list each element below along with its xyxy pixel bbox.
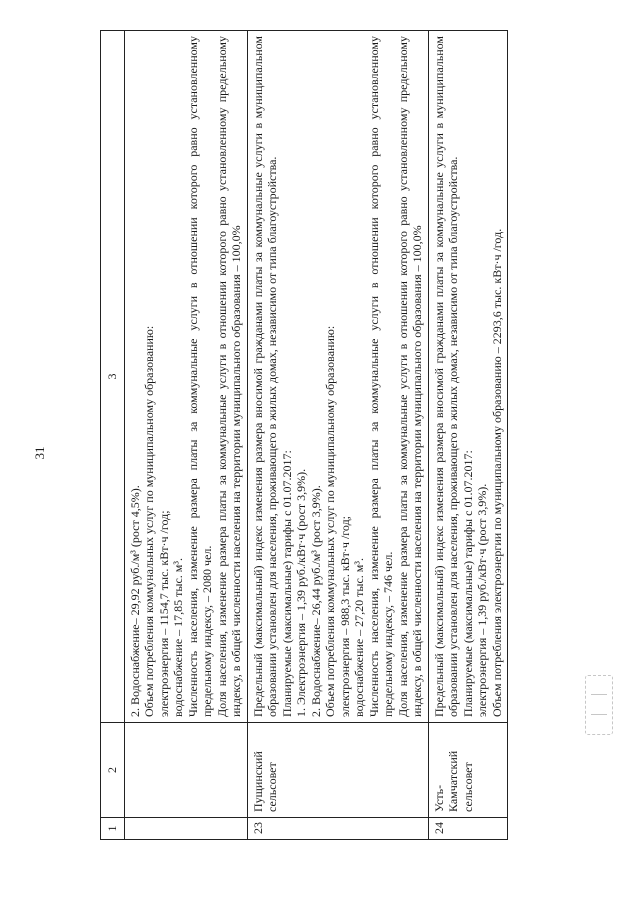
description-cell [124,31,247,723]
description-line: Предельный (максимальный) индекс изменения размера вносимой гражданами платы за коммунальные услуги в муниципальном образовании установлен для населения, проживающего в жилых домах, независимо от типа благоустройства. [250,36,279,717]
page-number: 31 [32,446,47,460]
description-line: Доля населения, изменение размера платы за коммунальные услуги в отношении которого равно установленному предельному индексу, в общей численности населения на территории муниципального образования – 100,0% [395,36,424,717]
description-line: Планируемые (максимальные) тарифы с 01.07.2017: [279,450,294,717]
description-line: Доля населения, изменение размера платы за коммунальные услуги в отношении которого равно установленному предельному индексу, в общей численности населения на территории муниципального образования – 100,0% [214,36,243,717]
description-line: 2. Водоснабжение– 29,92 руб./м³ (рост 4,5%). [127,485,142,717]
header-cell: 3 [101,31,125,723]
description-line: электроэнергия – 1,39 руб./кВт·ч (рост 3,9%). [475,483,489,717]
description-line: Объем потребления электроэнергии по муниципальному образованию – 2293,6 тыс. кВт·ч /год. [489,228,504,717]
description-line: водоснабжение – 17,85 тыс. м³. [171,558,185,717]
description-line: Планируемые (максимальные) тарифы с 01.07.2017: [460,450,475,717]
municipality-name-cell [124,723,247,818]
description-line: Объем потребления коммунальных услуг по муниципальному образованию: [323,325,337,717]
table-row [247,31,428,840]
municipality-name-cell: Усть-Камчатский сельсовет [428,723,508,818]
description-line: электроэнергия – 988,3 тыс. кВт·ч /год; [337,515,352,717]
row-number-cell [124,818,247,840]
description-line: электроэнергия – 1154,7 тыс. кВт·ч /год; [156,510,171,717]
municipality-name-cell: Пущинский сельсовет [247,723,428,818]
description-line: Объем потребления коммунальных услуг по муниципальному образованию: [142,325,156,717]
table-row [428,31,508,840]
description-line: Численность населения, изменение размера платы за коммунальные услуги в отношении которого равно установленному предельному индексу, – 746 чел. [366,36,395,717]
description-line: Численность населения, изменение размера платы за коммунальные услуги в отношении которого равно установленному предельному индексу, – 2080 чел. [185,36,214,717]
table-row [124,31,247,840]
row-number-cell: 24 [428,818,508,840]
description-line: 1. Электроэнергия – 1,39 руб./кВт·ч (рост 3,9%). [294,468,308,717]
description-line: водоснабжение – 27,20 тыс. м³. [352,558,366,717]
header-cell: 2 [101,723,125,818]
description-line: 2. Водоснабжение– 26,44 руб./м³ (рост 3,9%). [308,485,323,717]
table-header-row [101,31,125,840]
description-line: Предельный (максимальный) индекс изменения размера вносимой гражданами платы за коммунальные услуги в муниципальном образовании установлен для населения, проживающего в жилых домах, независимо от типа благоустройства. [431,36,460,717]
rotated-page-content [100,30,595,840]
row-number-cell: 23 [247,818,428,840]
description-cell [247,31,428,723]
description-cell [428,31,508,723]
header-cell: 1 [101,818,125,840]
tariff-table [100,30,508,840]
